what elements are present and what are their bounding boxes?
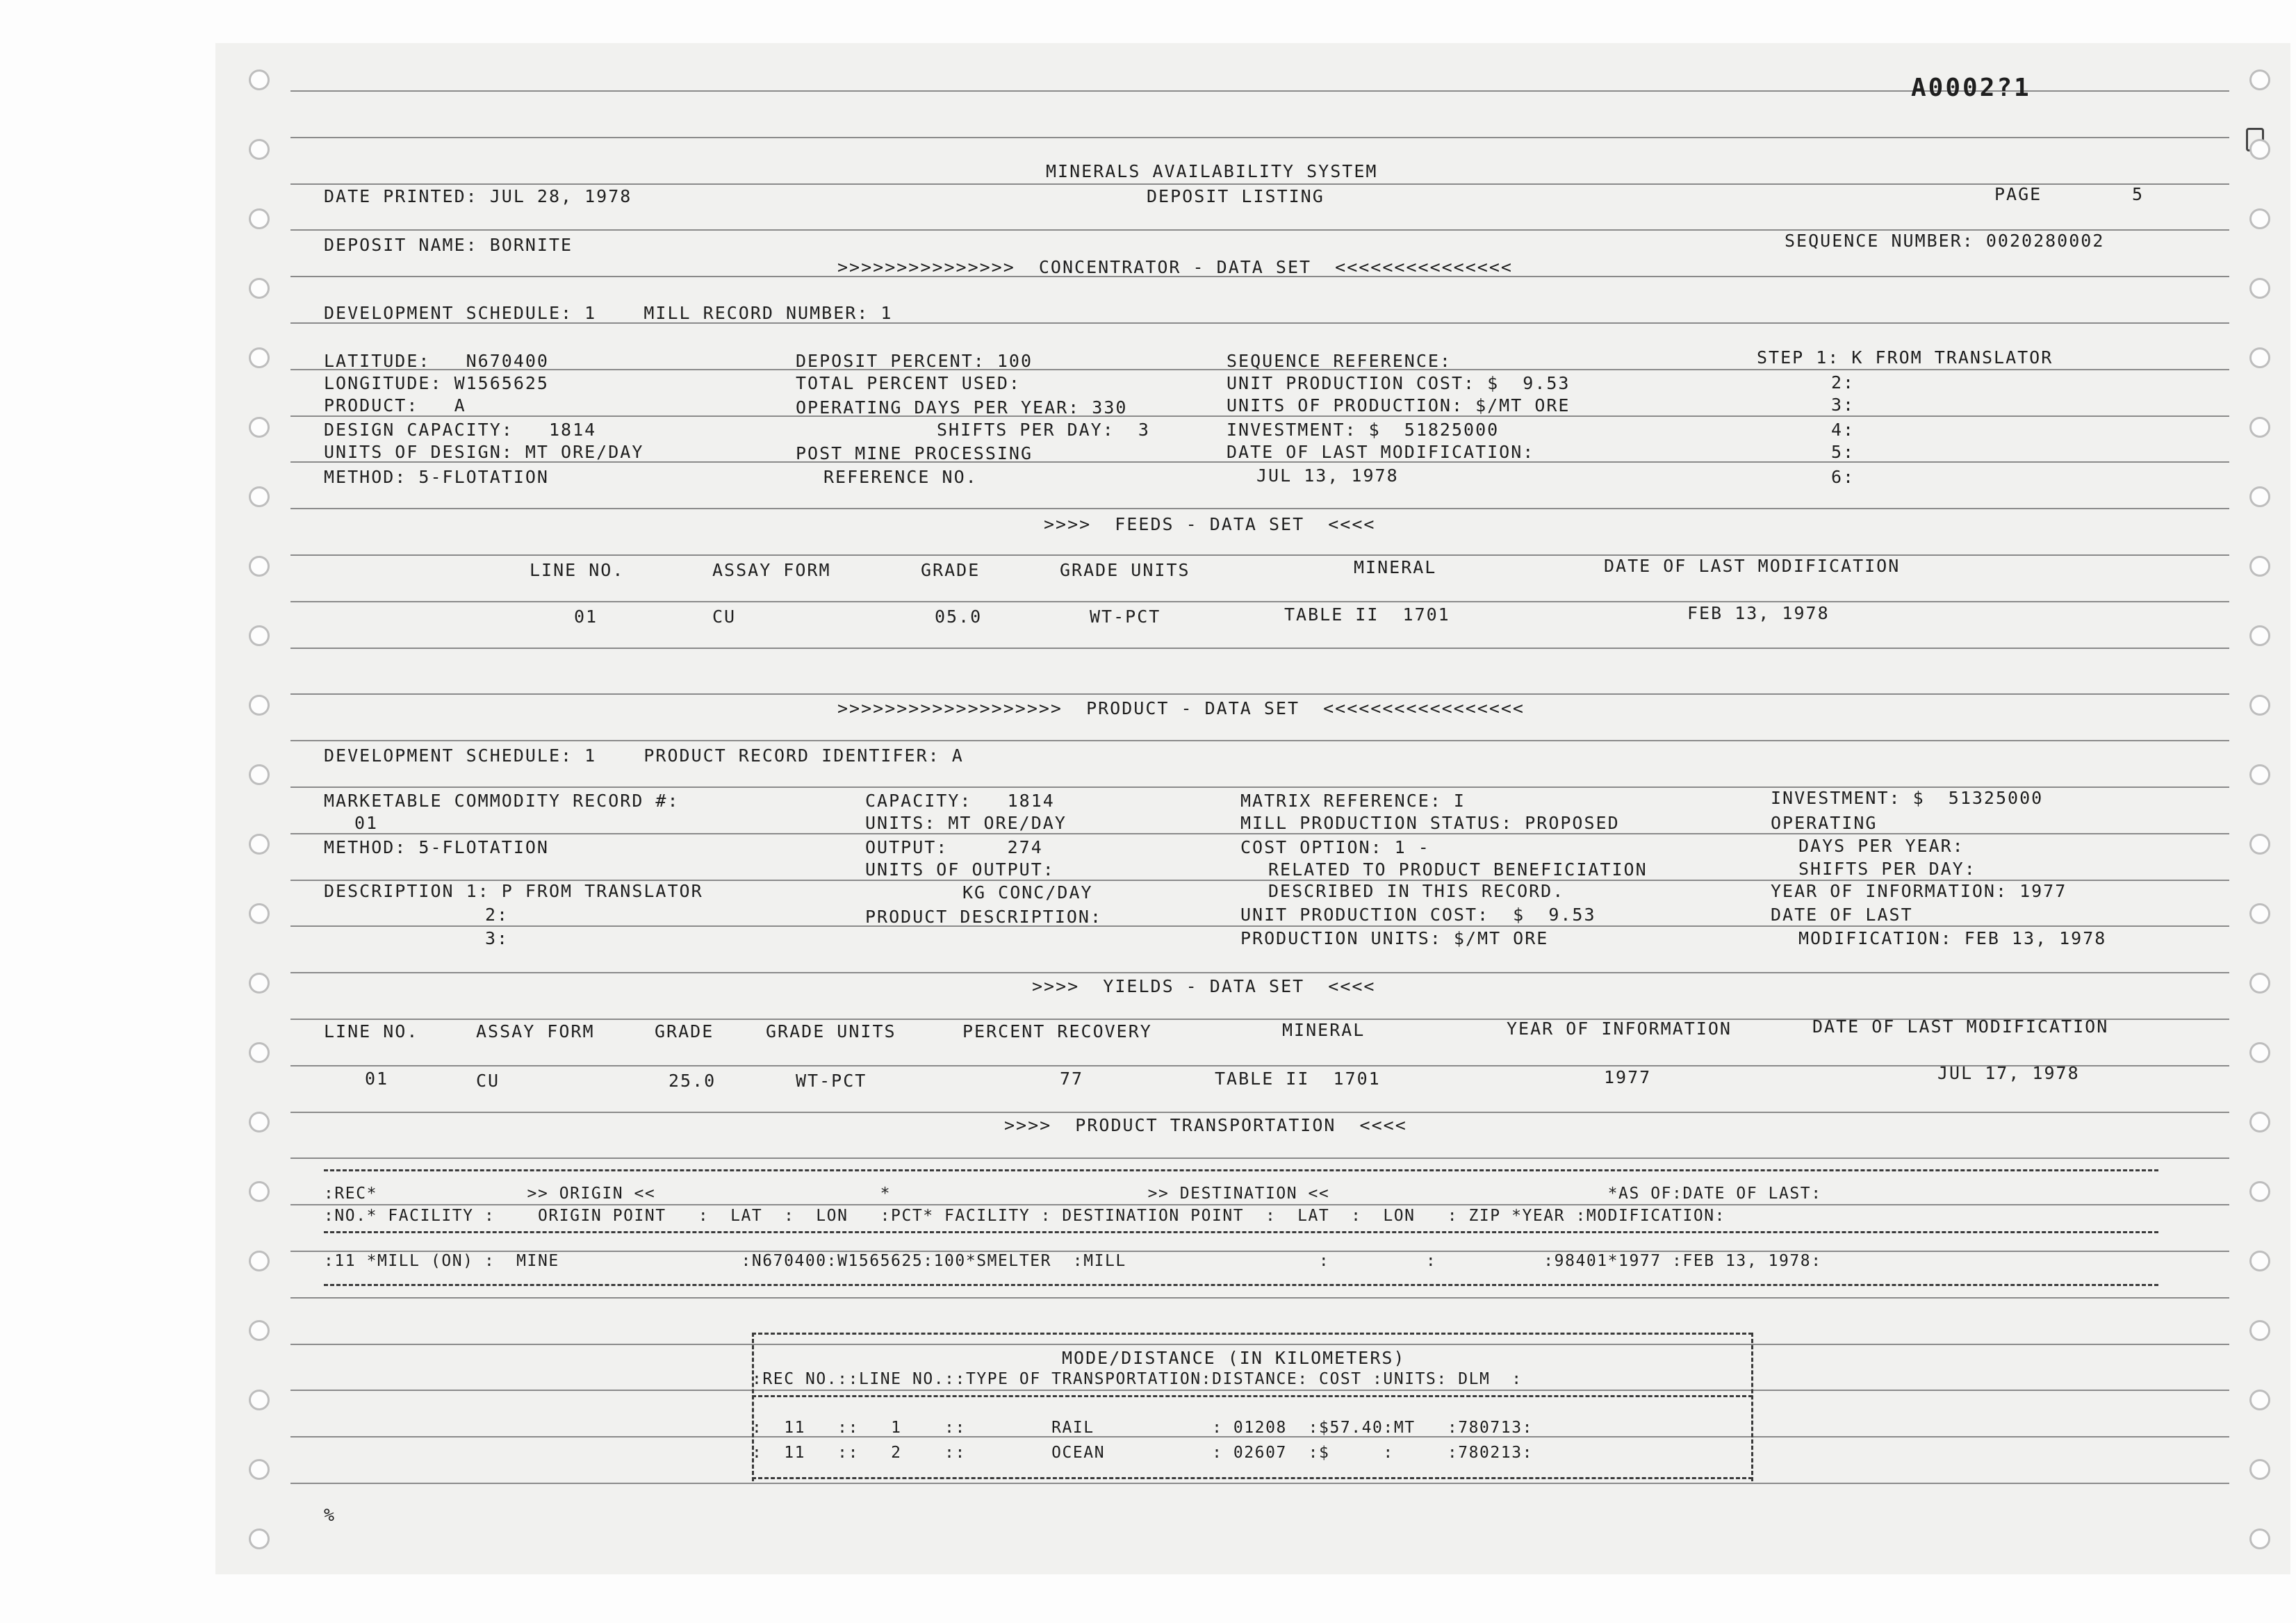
tractor-feed-hole-icon	[2249, 486, 2270, 507]
tractor-feed-hole-icon	[249, 486, 270, 507]
greenbar-rule	[290, 601, 2229, 602]
tractor-feed-hole-icon	[249, 1251, 270, 1271]
development-schedule: DEVELOPMENT SCHEDULE: 1 MILL RECORD NUMBER: 1	[324, 303, 893, 323]
transport-header-1: :REC* >> ORIGIN << * >> DESTINATION << *AS OF:DATE OF LAST:	[324, 1185, 1822, 1203]
greenbar-rule	[290, 1483, 2229, 1484]
mode-distance-title: MODE/DISTANCE (IN KILOMETERS)	[1062, 1348, 1406, 1368]
step-2: 2:	[1831, 372, 1855, 393]
greenbar-rule	[290, 1297, 2229, 1299]
step-1: STEP 1: K FROM TRANSLATOR	[1757, 347, 2053, 368]
transport-row-1: :11 *MILL (ON) : MINE :N670400:W1565625:100*SMELTER :MILL : : :98401*1977 :FEB 13, 1978:	[324, 1252, 1822, 1270]
tractor-feed-hole-icon	[2249, 903, 2270, 924]
feeds-col-mineral: MINERAL	[1354, 557, 1437, 577]
yields-row-grade: 25.0	[669, 1071, 716, 1091]
yields-col-grade: GRADE	[655, 1021, 714, 1041]
tractor-feed-hole-icon	[249, 278, 270, 299]
step-3: 3:	[1831, 395, 1855, 415]
product-development-schedule: DEVELOPMENT SCHEDULE: 1 PRODUCT RECORD IDENTIFER: A	[324, 745, 964, 766]
tractor-feed-hole-icon	[2249, 278, 2270, 299]
operating-days: OPERATING DAYS PER YEAR: 330	[796, 397, 1128, 418]
feeds-col-grade: GRADE	[921, 560, 981, 580]
tractor-feed-hole-icon	[249, 208, 270, 229]
yields-col-date-last-mod: DATE OF LAST MODIFICATION	[1812, 1016, 2109, 1037]
mill-production-status: MILL PRODUCTION STATUS: PROPOSED	[1240, 813, 1620, 833]
deposit-percent: DEPOSIT PERCENT: 100	[796, 351, 1033, 371]
tractor-feed-hole-icon	[2249, 1320, 2270, 1341]
greenbar-rule	[290, 1390, 2229, 1391]
greenbar-rule	[290, 1344, 2229, 1345]
tractor-feed-hole-icon	[2249, 1181, 2270, 1202]
mode-row-ocean: : 11 :: 2 :: OCEAN : 02607 :$ : :780213:	[752, 1444, 1533, 1462]
method: METHOD: 5-FLOTATION	[324, 467, 549, 487]
shifts-per-day: SHIFTS PER DAY: 3	[937, 420, 1150, 440]
product-investment: INVESTMENT: $ 51325000	[1771, 788, 2044, 808]
yields-row-grade-units: WT-PCT	[796, 1071, 867, 1091]
unit-production-cost: UNIT PRODUCTION COST: $ 9.53	[1227, 373, 1571, 393]
product-days-per-year: DAYS PER YEAR:	[1798, 836, 1965, 856]
yields-row-assay-form: CU	[476, 1071, 500, 1091]
tractor-feed-hole-icon	[2249, 69, 2270, 90]
yields-row-year: 1977	[1604, 1067, 1652, 1087]
reference-no: REFERENCE NO.	[823, 467, 978, 487]
tractor-feed-hole-icon	[249, 556, 270, 577]
described-in-record: DESCRIBED IN THIS RECORD.	[1268, 881, 1565, 901]
feeds-col-assay-form: ASSAY FORM	[712, 560, 831, 580]
tractor-feed-hole-icon	[2249, 139, 2270, 160]
tractor-feed-hole-icon	[2249, 1529, 2270, 1549]
product-units-of-output-value: KG CONC/DAY	[962, 882, 1093, 903]
related-to-beneficiation: RELATED TO PRODUCT BENEFICIATION	[1268, 859, 1648, 880]
feeds-row-grade-units: WT-PCT	[1090, 607, 1161, 627]
production-units: PRODUCTION UNITS: $/MT ORE	[1240, 928, 1549, 948]
product-units-capacity: UNITS: MT ORE/DAY	[865, 813, 1067, 833]
tractor-feed-hole-icon	[249, 973, 270, 994]
document-stamp: A0002?1	[1911, 74, 2031, 102]
description-2: 2:	[485, 905, 509, 925]
tractor-feed-hole-icon	[2249, 834, 2270, 855]
transport-header-divider	[324, 1231, 2158, 1233]
post-mine-processing: POST MINE PROCESSING	[796, 443, 1033, 463]
product: PRODUCT: A	[324, 395, 466, 415]
units-of-production: UNITS OF PRODUCTION: $/MT ORE	[1227, 395, 1571, 415]
mode-table-top-border	[752, 1333, 1753, 1335]
yields-col-year-info: YEAR OF INFORMATION	[1507, 1019, 1732, 1039]
feeds-row-line-no: 01	[574, 607, 598, 627]
greenbar-rule	[290, 648, 2229, 649]
tractor-feed-hole-icon	[249, 834, 270, 855]
greenbar-rule	[290, 925, 2229, 927]
product-method: METHOD: 5-FLOTATION	[324, 837, 549, 857]
product-unit-production-cost: UNIT PRODUCTION COST: $ 9.53	[1240, 905, 1596, 925]
tractor-feed-hole-icon	[2249, 208, 2270, 229]
tractor-feed-hole-icon	[249, 69, 270, 90]
feeds-row-date: FEB 13, 1978	[1687, 603, 1830, 623]
greenbar-rule	[290, 1112, 2229, 1113]
tractor-feed-hole-icon	[249, 1320, 270, 1341]
page-number: 5	[2132, 184, 2145, 204]
modification-date: MODIFICATION: FEB 13, 1978	[1798, 928, 2107, 948]
tractor-feed-hole-icon	[249, 625, 270, 646]
tractor-feed-hole-icon	[249, 1181, 270, 1202]
product-description: PRODUCT DESCRIPTION:	[865, 907, 1103, 927]
yields-row-mineral: TABLE II 1701	[1215, 1069, 1381, 1089]
tractor-feed-hole-icon	[2249, 1112, 2270, 1132]
feeds-col-line-no: LINE NO.	[530, 560, 625, 580]
tractor-feed-hole-icon	[2249, 973, 2270, 994]
mode-table-right-border	[1751, 1333, 1753, 1481]
product-units-of-output: UNITS OF OUTPUT:	[865, 859, 1055, 880]
longitude: LONGITUDE: W1565625	[324, 373, 549, 393]
product-output: OUTPUT: 274	[865, 837, 1043, 857]
step-4: 4:	[1831, 420, 1855, 440]
tractor-feed-hole-icon	[249, 695, 270, 716]
latitude: LATITUDE: N670400	[324, 351, 549, 371]
page-label: PAGE	[1994, 184, 2042, 204]
yields-row-date: JUL 17, 1978	[1937, 1063, 2080, 1083]
tractor-feed-hole-icon	[2249, 1390, 2270, 1410]
feeds-banner: >>>> FEEDS - DATA SET <<<<	[1044, 514, 1376, 534]
yields-col-line-no: LINE NO.	[324, 1021, 419, 1041]
sequence-reference: SEQUENCE REFERENCE:	[1227, 351, 1452, 371]
step-5: 5:	[1831, 442, 1855, 462]
feeds-col-grade-units: GRADE UNITS	[1060, 560, 1190, 580]
tractor-feed-hole-icon	[2249, 625, 2270, 646]
description-3: 3:	[485, 928, 509, 948]
mode-header-divider	[752, 1395, 1753, 1397]
concentrator-banner: >>>>>>>>>>>>>>> CONCENTRATOR - DATA SET <<<<<<<<<<<<<<<	[837, 257, 1513, 277]
feeds-row-mineral: TABLE II 1701	[1284, 604, 1450, 625]
greenbar-rule	[290, 693, 2229, 695]
tractor-feed-hole-icon	[2249, 695, 2270, 716]
feeds-row-assay-form: CU	[712, 607, 737, 627]
yields-col-assay-form: ASSAY FORM	[476, 1021, 595, 1041]
tractor-feed-hole-icon	[249, 1390, 270, 1410]
marketable-commodity-value: 01	[354, 813, 379, 833]
yields-banner: >>>> YIELDS - DATA SET <<<<	[1032, 976, 1376, 996]
listing-title: DEPOSIT LISTING	[1147, 186, 1325, 206]
tractor-feed-hole-icon	[249, 417, 270, 438]
year-of-information: YEAR OF INFORMATION: 1977	[1771, 881, 2067, 901]
product-operating: OPERATING	[1771, 813, 1878, 833]
product-banner: >>>>>>>>>>>>>>>>>>> PRODUCT - DATA SET <<<<<<<<<<<<<<<<<	[837, 698, 1525, 718]
tractor-feed-hole-icon	[249, 1459, 270, 1480]
tractor-feed-hole-icon	[2249, 1459, 2270, 1480]
system-title: MINERALS AVAILABILITY SYSTEM	[1046, 161, 1378, 181]
date-printed: DATE PRINTED: JUL 28, 1978	[324, 186, 632, 206]
feeds-row-grade: 05.0	[935, 607, 983, 627]
product-shifts-per-day: SHIFTS PER DAY:	[1798, 859, 1976, 879]
date-last-modification-value: JUL 13, 1978	[1256, 466, 1399, 486]
date-last-modification-label: DATE OF LAST MODIFICATION:	[1227, 442, 1535, 462]
tractor-feed-hole-icon	[2249, 417, 2270, 438]
greenbar-rule	[290, 137, 2229, 138]
greenbar-rule	[290, 183, 2229, 185]
deposit-name: DEPOSIT NAME: BORNITE	[324, 235, 573, 255]
mode-distance-header: :REC NO.::LINE NO.::TYPE OF TRANSPORTATION:DISTANCE: COST :UNITS: DLM :	[752, 1370, 1523, 1388]
greenbar-rule	[290, 740, 2229, 741]
yields-col-percent-recovery: PERCENT RECOVERY	[962, 1021, 1152, 1041]
tractor-feed-hole-icon	[249, 1529, 270, 1549]
tractor-feed-hole-icon	[249, 347, 270, 368]
product-capacity: CAPACITY: 1814	[865, 791, 1055, 811]
tractor-feed-hole-icon	[2249, 1251, 2270, 1271]
tractor-feed-hole-icon	[249, 764, 270, 785]
greenbar-rule	[290, 972, 2229, 973]
tractor-feed-hole-icon	[249, 1042, 270, 1063]
total-percent-used: TOTAL PERCENT USED:	[796, 373, 1021, 393]
transportation-banner: >>>> PRODUCT TRANSPORTATION <<<<	[1004, 1115, 1407, 1135]
sequence-number: SEQUENCE NUMBER: 0020280002	[1785, 231, 2105, 251]
transport-table-top-border	[324, 1169, 2158, 1171]
tractor-feed-hole-icon	[249, 903, 270, 924]
footer-mark: %	[324, 1505, 336, 1525]
units-of-design: UNITS OF DESIGN: MT ORE/DAY	[324, 442, 644, 462]
tractor-feed-hole-icon	[249, 139, 270, 160]
matrix-reference: MATRIX REFERENCE: I	[1240, 791, 1466, 811]
transport-header-2: :NO.* FACILITY : ORIGIN POINT : LAT : LON :PCT* FACILITY : DESTINATION POINT : LAT : LON : ZIP *YEAR :MODIFICATION:	[324, 1207, 1726, 1225]
design-capacity: DESIGN CAPACITY: 1814	[324, 420, 597, 440]
greenbar-rule	[290, 554, 2229, 556]
mode-row-rail: : 11 :: 1 :: RAIL : 01208 :$57.40:MT :780713:	[752, 1419, 1533, 1437]
yields-col-grade-units: GRADE UNITS	[766, 1021, 896, 1041]
cost-option: COST OPTION: 1 -	[1240, 837, 1430, 857]
feeds-col-date-last-mod: DATE OF LAST MODIFICATION	[1604, 556, 1901, 576]
tractor-feed-hole-icon	[2249, 556, 2270, 577]
step-6: 6:	[1831, 467, 1855, 487]
tractor-feed-hole-icon	[2249, 347, 2270, 368]
greenbar-rule	[290, 1157, 2229, 1159]
investment: INVESTMENT: $ 51825000	[1227, 420, 1500, 440]
greenbar-rule	[290, 508, 2229, 509]
tractor-feed-hole-icon	[249, 1112, 270, 1132]
tractor-feed-hole-icon	[2249, 764, 2270, 785]
transport-table-bottom-border	[324, 1284, 2158, 1286]
date-of-last: DATE OF LAST	[1771, 905, 1913, 925]
yields-col-mineral: MINERAL	[1282, 1020, 1366, 1040]
mode-table-bottom-border	[752, 1477, 1753, 1479]
tractor-feed-hole-icon	[2249, 1042, 2270, 1063]
yields-row-line-no: 01	[365, 1069, 389, 1089]
marketable-commodity-record: MARKETABLE COMMODITY RECORD #:	[324, 791, 680, 811]
description-1: DESCRIPTION 1: P FROM TRANSLATOR	[324, 881, 703, 901]
yields-row-percent-recovery: 77	[1060, 1069, 1084, 1089]
